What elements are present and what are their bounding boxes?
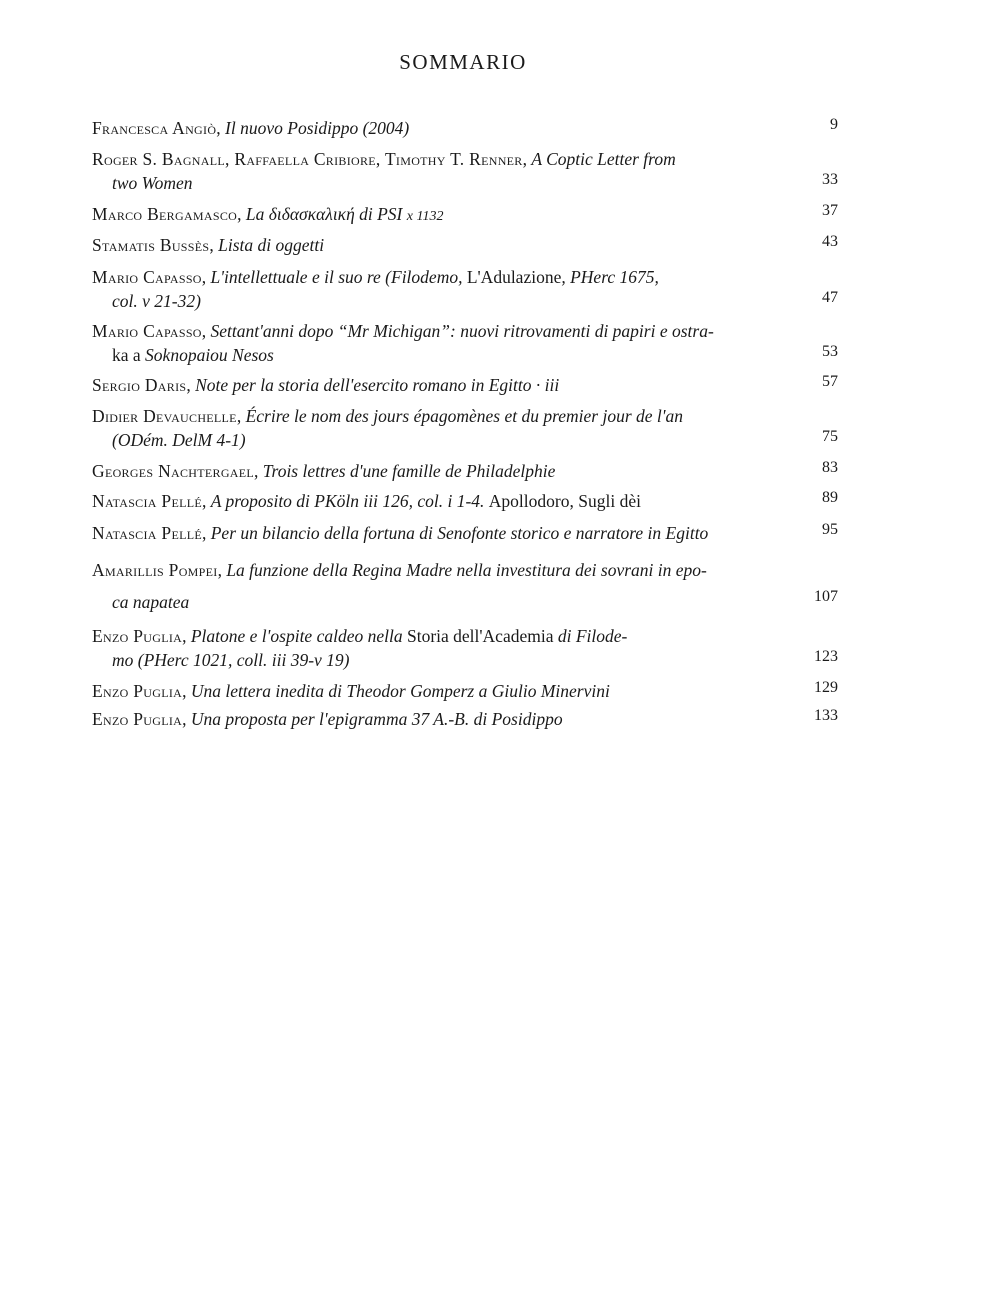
entry-title: La διδασκαλική di PSI [245, 204, 407, 224]
entry-page-number: 43 [822, 233, 838, 250]
entry-page-number: 129 [814, 679, 838, 696]
page-title: SOMMARIO [399, 50, 527, 74]
toc-entry[interactable]: Didier Devauchelle, Écrire le nom des jours épagomènes et du premier jour de l'an (ODém. DelM 4-1) 75 [92, 406, 838, 450]
entry-author: Natascia Pellé [92, 523, 202, 543]
entry-title: A Coptic Letter from [531, 149, 676, 169]
entry-page-number: 83 [822, 459, 838, 476]
entry-page-number: 133 [814, 707, 838, 724]
entry-title-continued: two Women [112, 173, 193, 193]
toc-entry[interactable]: Enzo Puglia, Platone e l'ospite caldeo nella Storia dell'Academia di Filode- mo (PHerc 1021, coll. iii 39-v 19) 123 [92, 626, 838, 670]
entry-author: Roger S. Bagnall, Raffaella Cribiore, Timothy T. Renner [92, 149, 523, 169]
entry-page-number: 33 [822, 171, 838, 188]
entry-title: Una lettera inedita di Theodor Gomperz a Giulio Minervini [190, 681, 610, 701]
entry-page-number: 47 [822, 289, 838, 306]
entry-title-continued: ka a [112, 345, 146, 365]
entry-title-continued: (ODém. DelM 4-1) [112, 430, 246, 450]
toc-entry[interactable]: Enzo Puglia, Una lettera inedita di Theodor Gomperz a Giulio Minervini 129 [92, 679, 838, 701]
entry-title-continued: col. v 21-32) [112, 291, 201, 311]
entry-title: A proposito di PKöln iii 126, col. i 1-4. [210, 491, 489, 511]
entry-page-number: 53 [822, 343, 838, 360]
toc-entry[interactable]: Roger S. Bagnall, Raffaella Cribiore, Timothy T. Renner, A Coptic Letter from two Women 33 [92, 149, 838, 193]
entry-page-number: 123 [814, 648, 838, 665]
entry-page-number: 75 [822, 428, 838, 445]
entry-title: L'intellettuale e il suo re (Filodemo, [210, 267, 467, 287]
entry-title-continued: mo (PHerc 1021, coll. iii 39-v 19) [112, 650, 350, 670]
entry-title: Lista di oggetti [218, 235, 325, 255]
entry-page-number: 89 [822, 489, 838, 506]
entry-page-number: 107 [814, 588, 838, 605]
toc-entry[interactable]: Marco Bergamasco, La διδασκαλική di PSI x 1132 37 [92, 202, 838, 224]
entry-author: Sergio Daris [92, 375, 187, 395]
entry-title-part: , PHerc 1675, [561, 267, 659, 287]
entry-title: La funzione della Regina Madre nella investitura dei sovrani in epo- [226, 560, 707, 580]
toc-entry[interactable]: Georges Nachtergael, Trois lettres d'une famille de Philadelphie 83 [92, 459, 838, 481]
toc-entry[interactable]: Enzo Puglia, Una proposta per l'epigramma 37 A.-B. di Posidippo 133 [92, 707, 838, 729]
entry-author: Natascia Pellé [92, 491, 202, 511]
entry-title-part: x 1132 [406, 209, 444, 224]
entry-title-part: Apollodoro [488, 491, 570, 511]
entry-author: Enzo Puglia [92, 681, 183, 701]
entry-author: Mario Capasso [92, 321, 202, 341]
toc-entry[interactable]: Amarillis Pompei, La funzione della Regina Madre nella investitura dei sovrani in epo- ca napatea 107 [92, 554, 838, 614]
toc-entry[interactable]: Natascia Pellé, A proposito di PKöln iii 126, col. i 1-4. Apollodoro, Sugli dèi 89 [92, 489, 838, 511]
entry-author: Mario Capasso [92, 267, 202, 287]
toc-entry[interactable]: Stamatis Bussès, Lista di oggetti 43 [92, 233, 838, 255]
entry-page-number: 57 [822, 373, 838, 390]
entry-title: Platone e l'ospite caldeo nella [190, 626, 407, 646]
toc-entry[interactable]: Sergio Daris, Note per la storia dell'esercito romano in Egitto · iii 57 [92, 373, 838, 395]
entry-author: Enzo Puglia [92, 626, 183, 646]
entry-page-number: 37 [822, 202, 838, 219]
entry-title: Una proposta per l'epigramma 37 A.-B. di Posidippo [190, 709, 563, 729]
toc-entry[interactable]: Mario Capasso, Settant'anni dopo “Mr Michigan”: nuovi ritrovamenti di papiri e ostra- ka a Soknopaiou Nesos 53 [92, 321, 838, 365]
entry-page-number: 9 [830, 116, 838, 133]
entry-title: Per un bilancio della fortuna di Senofonte storico e narratore in Egitto [210, 523, 709, 543]
entry-title: Écrire le nom des jours épagomènes et du premier jour de l'an [245, 406, 684, 426]
entry-title-part: di Filode- [553, 626, 628, 646]
entry-page-number: 95 [822, 521, 838, 538]
entry-title: Il nuovo Posidippo (2004) [225, 118, 410, 138]
toc-entry[interactable]: Francesca Angiò, Il nuovo Posidippo (2004) 9 [92, 116, 838, 138]
entry-author: Francesca Angiò [92, 118, 217, 138]
entry-author: Didier Devauchelle [92, 406, 237, 426]
entry-author: Enzo Puglia [92, 709, 183, 729]
entry-author: Amarillis Pompei [92, 560, 218, 580]
entry-title-part: Soknopaiou Nesos [145, 345, 274, 365]
entry-author: Marco Bergamasco [92, 204, 238, 224]
toc-entry[interactable]: Mario Capasso, L'intellettuale e il suo re (Filodemo, L'Adulazione, PHerc 1675, col. v 21-32) 47 [92, 267, 838, 311]
entry-title: Trois lettres d'une famille de Philadelphie [262, 461, 556, 481]
toc-entry[interactable]: Natascia Pellé, Per un bilancio della fortuna di Senofonte storico e narratore in Egitto 95 [92, 521, 838, 543]
entry-title-part: Storia dell'Academia [406, 626, 554, 646]
entry-title-continued: ca napatea [112, 592, 190, 612]
entry-title-part: L'Adulazione [466, 267, 562, 287]
entry-title: Settant'anni dopo “Mr Michigan”: nuovi ritrovamenti di papiri e ostra- [210, 321, 714, 341]
entry-author: Stamatis Bussès [92, 235, 210, 255]
entry-title: Note per la storia dell'esercito romano in Egitto · iii [195, 375, 560, 395]
entry-author: Georges Nachtergael [92, 461, 255, 481]
entry-title-part: , Sugli dèi [569, 491, 641, 511]
